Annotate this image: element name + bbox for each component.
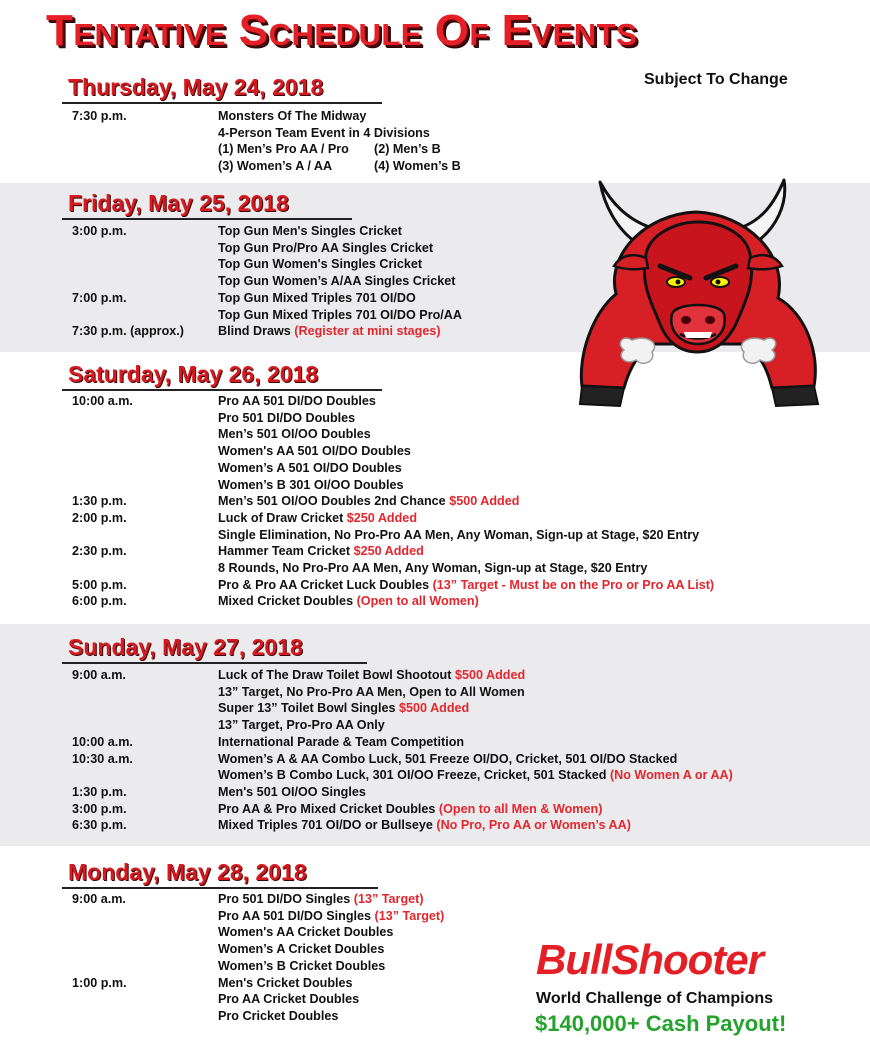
event-time: 5:00 p.m. [72,577,127,592]
event-line [218,908,444,925]
day-divider [62,218,352,220]
event-name: (1) Men’s Pro AA / Pro [218,142,349,157]
event-name: Pro 501 DI/DO Singles [218,892,351,906]
event-name: Women’s A 501 OI/DO Doubles [218,460,402,475]
event-note: $500 Added [454,668,526,682]
event-note: (Open to all Women) [356,594,479,609]
event-name: Monsters Of The Midway [218,109,367,123]
event-name: Women's AA 501 OI/DO Doubles [218,444,411,459]
day-divider [62,389,382,391]
event-name: Pro Cricket Doubles [218,1008,339,1023]
event-name: Top Gun Men's Singles Cricket [218,224,402,238]
event-name: Mixed Cricket Doubles [218,594,354,609]
event-name: International Parade & Team Competition [218,734,465,749]
event-note: $500 Added [449,494,520,509]
event-name: Hammer Team Cricket [218,544,351,559]
bull-mascot-icon [576,174,838,414]
event-name: Luck of Draw Cricket [218,510,344,525]
event-line [218,493,519,510]
brand-tagline: World Challenge of Champions [536,990,774,1007]
event-line [218,543,424,560]
event-time: 6:00 p.m. [72,594,127,609]
bullshooter-logo: BullShooter [536,936,763,983]
event-note: (No Women A or AA) [609,768,733,783]
event-name: Mixed Triples 701 OI/DO or Bullseye [218,818,433,833]
event-name: Top Gun Women’s A/AA Singles Cricket [218,274,456,289]
day-heading-thursday: Thursday, May 24, 2018 [68,74,324,100]
event-name: (2) Men’s B [374,142,441,157]
event-line [218,667,525,684]
event-name: Top Gun Women's Singles Cricket [218,257,423,272]
event-note: $250 Added [353,544,424,559]
event-note: (Register at mini stages) [294,324,441,339]
event-name: Blind Draws [218,324,291,339]
event-name: Top Gun Pro/Pro AA Singles Cricket [218,240,434,255]
event-line [218,593,479,610]
event-name: 13” Target, No Pro-Pro AA Men, Open to All Women [218,684,525,699]
event-note: (13” Target - Must be on the Pro or Pro AA List) [432,577,715,592]
event-note: (Open to all Men & Women) [438,801,603,816]
event-name: Men's Cricket Doubles [218,975,353,990]
day-divider [62,887,378,889]
event-time: 10:30 a.m. [72,751,133,766]
event-time: 10:00 a.m. [72,394,133,408]
event-name: Top Gun Mixed Triples 701 OI/DO Pro/AA [218,307,462,322]
event-name: Men's 501 OI/OO Singles [218,784,366,799]
event-time: 7:30 p.m. (approx.) [72,324,184,339]
event-name: Women’s B 301 OI/OO Doubles [218,477,404,492]
event-time: 3:00 p.m. [72,801,127,816]
event-line [218,577,714,594]
event-time: 9:00 a.m. [72,668,126,682]
event-time: 3:00 p.m. [72,224,127,238]
day-heading-monday: Monday, May 28, 2018 [68,859,307,885]
event-name: Pro AA 501 DI/DO Doubles [218,394,376,408]
event-note: (No Pro, Pro AA or Women’s AA) [436,818,631,833]
event-name: Women’s A Cricket Doubles [218,942,385,957]
event-name: Top Gun Mixed Triples 701 OI/DO [218,290,416,305]
event-name: 4-Person Team Event in 4 Divisions [218,125,430,140]
event-line [218,323,441,340]
page-title: Tentative Schedule Of Events [46,6,638,55]
event-time: 9:00 a.m. [72,892,126,906]
event-note: $250 Added [346,510,418,525]
event-line [218,700,469,717]
day-heading-saturday: Saturday, May 26, 2018 [68,361,319,387]
event-time: 1:00 p.m. [72,975,127,990]
event-line [218,767,733,784]
day-divider [62,102,382,104]
event-name: Pro AA & Pro Mixed Cricket Doubles [218,801,436,816]
event-name: Women’s A & AA Combo Luck, 501 Freeze OI/DO, Cricket, 501 OI/DO Stacked [218,751,678,766]
event-name: Men’s 501 OI/OO Doubles 2nd Chance [218,494,446,509]
event-name: (3) Women’s A / AA [218,159,333,174]
event-time: 6:30 p.m. [72,818,127,833]
event-line [218,891,424,908]
event-name: Women’s B Combo Luck, 301 OI/OO Freeze, Cricket, 501 Stacked [218,768,607,783]
event-line [218,510,417,527]
event-time: 7:00 p.m. [72,290,127,305]
day-heading-friday: Friday, May 25, 2018 [68,190,289,216]
event-note: (13” Target) [353,892,424,906]
day-divider [62,662,367,664]
event-name: 8 Rounds, No Pro-Pro AA Men, Any Woman, Sign-up at Stage, $20 Entry [218,561,648,575]
event-name: Pro & Pro AA Cricket Luck Doubles [218,577,430,592]
event-time: 7:30 p.m. [72,109,127,123]
event-time: 2:00 p.m. [72,510,127,525]
event-time: 10:00 a.m. [72,734,133,749]
day-heading-sunday: Sunday, May 27, 2018 [68,634,303,660]
event-line [218,817,631,834]
event-name: Men’s 501 OI/OO Doubles [218,427,371,442]
event-time: 1:30 p.m. [72,784,127,799]
event-name: (4) Women’s B [374,159,461,174]
event-name: Super 13” Toilet Bowl Singles [218,701,396,716]
cash-payout: $140,000+ Cash Payout! [535,1011,787,1036]
subtitle: Subject To Change [644,71,788,88]
event-name: 13” Target, Pro-Pro AA Only [218,718,385,733]
event-name: Pro 501 DI/DO Doubles [218,410,356,425]
event-name: Women's AA Cricket Doubles [218,925,394,940]
event-note: (13” Target) [374,908,445,923]
event-name: Women’s B Cricket Doubles [218,958,386,973]
event-name: Pro AA Cricket Doubles [218,992,360,1007]
event-time: 1:30 p.m. [72,494,127,509]
event-name: Luck of The Draw Toilet Bowl Shootout [218,668,452,682]
event-name: Pro AA 501 DI/DO Singles [218,908,372,923]
event-line [218,801,602,818]
event-name: Single Elimination, No Pro-Pro AA Men, Any Woman, Sign-up at Stage, $20 Entry [218,527,700,542]
event-note: $500 Added [399,701,470,716]
event-time: 2:30 p.m. [72,544,127,559]
